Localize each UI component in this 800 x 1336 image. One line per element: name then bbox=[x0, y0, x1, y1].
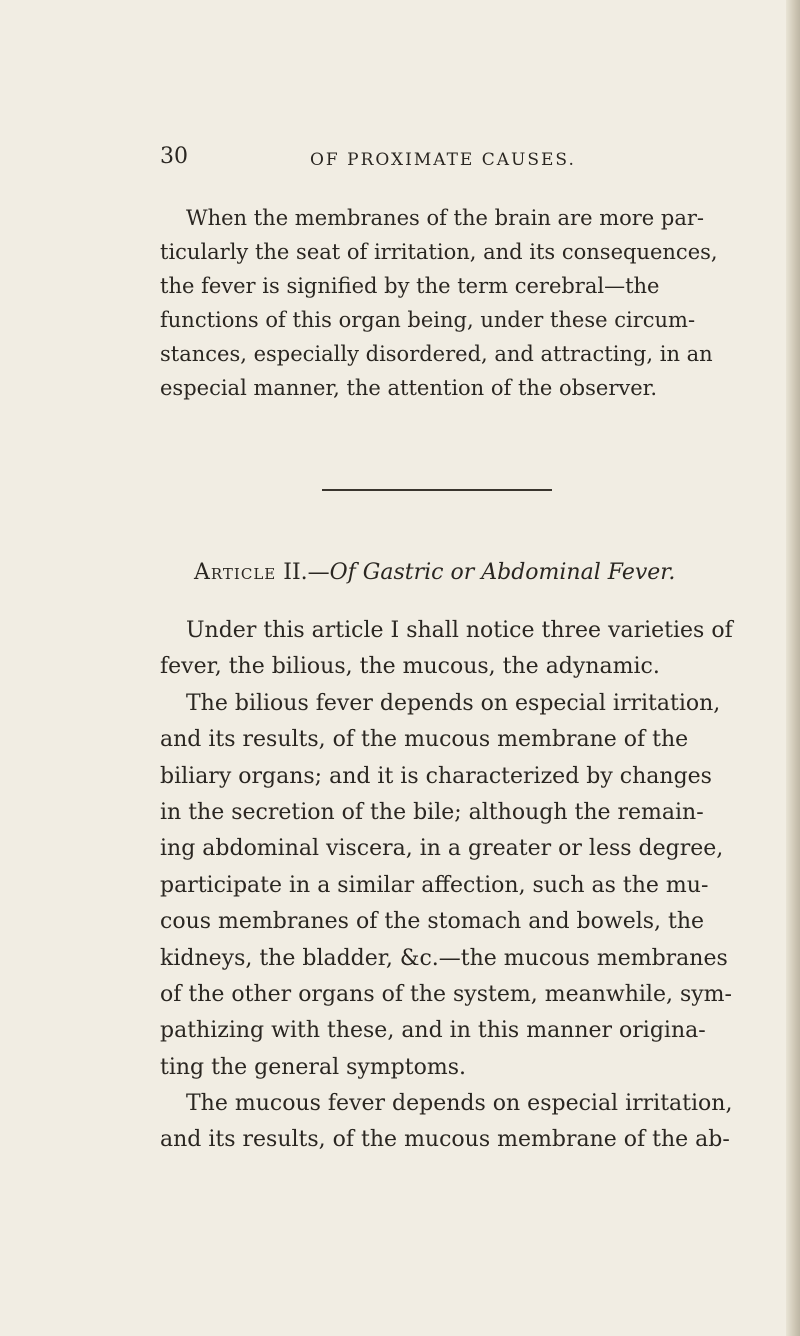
text-line: of the other organs of the system, meanwhile, sym- bbox=[160, 981, 732, 1007]
text-line: and its results, of the mucous membrane of the ab- bbox=[160, 1127, 730, 1153]
text-line: and its results, of the mucous membrane of the bbox=[160, 727, 689, 753]
text-line: functions of this organ being, under these circum- bbox=[160, 308, 696, 332]
text-line: ting the general symptoms. bbox=[160, 1054, 466, 1080]
text-line: ing abdominal viscera, in a greater or less degree, bbox=[160, 836, 724, 862]
paragraph-gastric-fever bbox=[160, 613, 760, 1159]
text-line: The bilious fever depends on especial irritation, bbox=[186, 690, 721, 716]
text-line: especial manner, the attention of the observer. bbox=[160, 376, 658, 400]
page-number: 30 bbox=[160, 144, 188, 169]
article-title: Of Gastric or Abdominal Fever. bbox=[329, 560, 676, 585]
text-line: stances, especially disordered, and attracting, in an bbox=[160, 342, 713, 366]
text-line: in the secretion of the bile; although the remain- bbox=[160, 799, 704, 825]
text-line: kidneys, the bladder, &c.—the mucous membranes bbox=[160, 945, 728, 971]
text-line: biliary organs; and it is characterized by changes bbox=[160, 763, 712, 789]
text-line: cous membranes of the stomach and bowels, the bbox=[160, 909, 705, 935]
page-header bbox=[160, 144, 740, 184]
running-title: OF PROXIMATE CAUSES. bbox=[310, 150, 576, 170]
article-label: Article bbox=[194, 560, 277, 585]
section-divider bbox=[322, 489, 552, 491]
text-line: fever, the bilious, the mucous, the adynamic. bbox=[160, 654, 660, 680]
text-line: The mucous fever depends on especial irritation, bbox=[186, 1091, 733, 1117]
text-line: the fever is signified by the term cerebral—the bbox=[160, 274, 660, 298]
text-line: When the membranes of the brain are more par- bbox=[186, 206, 704, 230]
paragraph-cerebral-fever bbox=[160, 201, 760, 405]
text-line: pathizing with these, and in this manner origina- bbox=[160, 1018, 706, 1044]
text-line: participate in a similar affection, such as the mu- bbox=[160, 872, 709, 898]
text-line: ticularly the seat of irritation, and its consequences, bbox=[160, 240, 718, 264]
page-edge bbox=[786, 0, 800, 1336]
article-heading bbox=[194, 560, 675, 585]
article-number: II.— bbox=[283, 560, 330, 585]
text-line: Under this article I shall notice three varieties of bbox=[186, 618, 733, 643]
